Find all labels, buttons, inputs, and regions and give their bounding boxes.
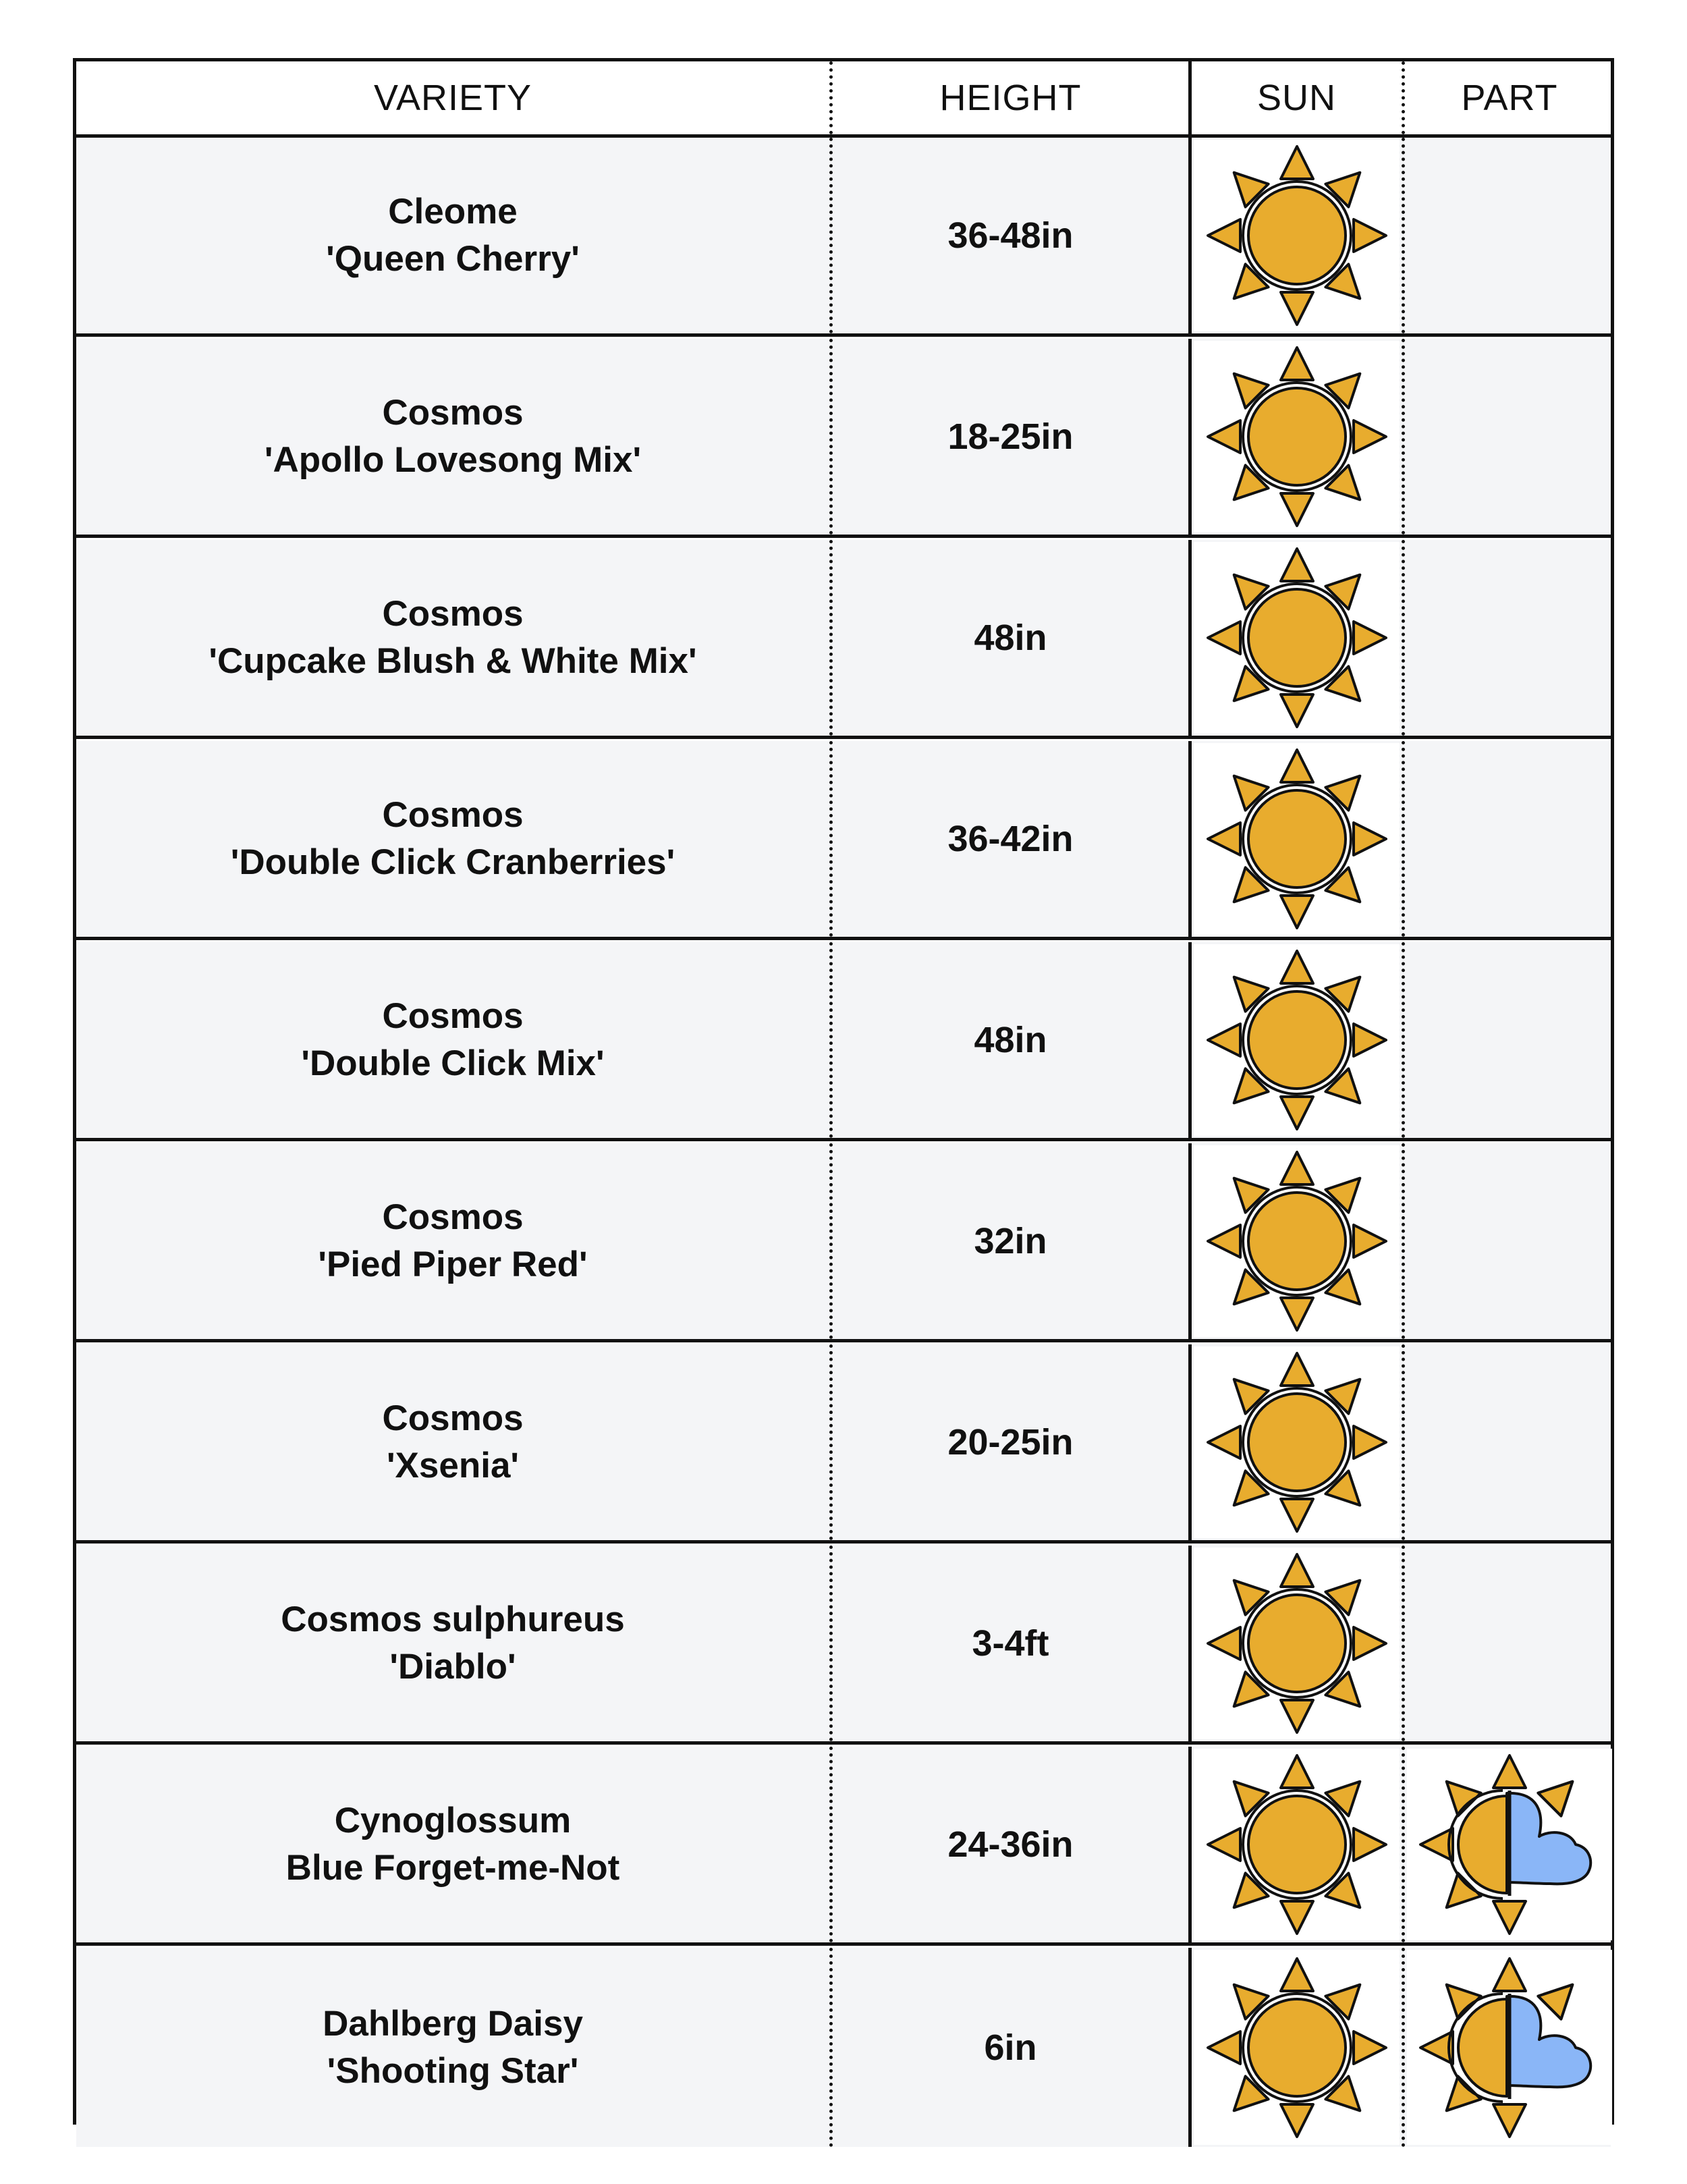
table-row bbox=[76, 1747, 1611, 1946]
header-height: HEIGHT bbox=[833, 61, 1192, 134]
variety-cultivar: Blue Forget-me-Not bbox=[285, 1848, 620, 1888]
sun-icon-box bbox=[1194, 743, 1400, 935]
variety-cell bbox=[76, 1948, 833, 2147]
variety-name bbox=[281, 1596, 624, 1691]
sun-icon-box bbox=[1194, 341, 1400, 533]
variety-cell bbox=[76, 1143, 833, 1339]
height-cell bbox=[833, 540, 1192, 736]
height-cell bbox=[833, 942, 1192, 1138]
sun-cell bbox=[1192, 1747, 1405, 1942]
sun-icon-box bbox=[1194, 1749, 1400, 1940]
variety-species: Cosmos bbox=[382, 795, 524, 835]
table-row bbox=[76, 138, 1611, 337]
part-icon-box bbox=[1407, 1548, 1612, 1739]
height-value: 24-36in bbox=[947, 1824, 1074, 1865]
sun-icon bbox=[1202, 1750, 1391, 1939]
sun-icon-box bbox=[1194, 542, 1400, 734]
height-value: 36-48in bbox=[947, 215, 1074, 256]
part-icon-box bbox=[1407, 1749, 1612, 1940]
sun-cell bbox=[1192, 1143, 1405, 1339]
part-cell bbox=[1405, 1143, 1614, 1339]
variety-cultivar: 'Diablo' bbox=[389, 1647, 516, 1687]
part-cell bbox=[1405, 1344, 1614, 1540]
variety-species: Cosmos bbox=[382, 996, 524, 1036]
sun-icon bbox=[1202, 141, 1391, 330]
variety-species: Cosmos bbox=[382, 1197, 524, 1237]
height-value: 3-4ft bbox=[972, 1623, 1049, 1664]
variety-cultivar: 'Xsenia' bbox=[386, 1446, 520, 1485]
sun-cell bbox=[1192, 1948, 1405, 2147]
height-cell bbox=[833, 339, 1192, 535]
variety-cell bbox=[76, 138, 833, 333]
variety-name bbox=[326, 188, 580, 283]
height-cell bbox=[833, 1948, 1192, 2147]
variety-species: Cosmos sulphureus bbox=[281, 1600, 625, 1639]
variety-cultivar: 'Pied Piper Red' bbox=[318, 1245, 588, 1284]
part-icon-box bbox=[1407, 341, 1612, 533]
sun-icon bbox=[1202, 543, 1391, 732]
table-row bbox=[76, 1948, 1611, 2147]
variety-cultivar: 'Double Click Mix' bbox=[301, 1043, 605, 1083]
sun-icon bbox=[1202, 1953, 1391, 2142]
variety-species: Cosmos bbox=[382, 393, 524, 433]
table-header bbox=[76, 61, 1611, 138]
table-row bbox=[76, 1546, 1611, 1745]
table-row bbox=[76, 339, 1611, 538]
part-sun-cloud-icon bbox=[1408, 1750, 1611, 1939]
sun-icon-box bbox=[1194, 1145, 1400, 1337]
header-variety: VARIETY bbox=[76, 61, 833, 134]
variety-name bbox=[286, 1797, 620, 1892]
part-cell bbox=[1405, 942, 1614, 1138]
header-sun: SUN bbox=[1192, 61, 1405, 134]
variety-cell bbox=[76, 540, 833, 736]
variety-name bbox=[382, 1395, 523, 1490]
table-row bbox=[76, 942, 1611, 1141]
variety-species: Cosmos bbox=[382, 1398, 524, 1438]
variety-species: Cosmos bbox=[382, 594, 524, 634]
variety-name bbox=[301, 993, 604, 1087]
sun-icon bbox=[1202, 744, 1391, 933]
variety-name bbox=[318, 1194, 587, 1288]
height-value: 6in bbox=[984, 2027, 1037, 2068]
sun-icon-box bbox=[1194, 944, 1400, 1136]
variety-cell bbox=[76, 1344, 833, 1540]
variety-cell bbox=[76, 1747, 833, 1942]
height-cell bbox=[833, 1344, 1192, 1540]
variety-cell bbox=[76, 741, 833, 937]
height-cell bbox=[833, 1143, 1192, 1339]
sun-cell bbox=[1192, 339, 1405, 535]
variety-name bbox=[231, 792, 675, 886]
variety-cell bbox=[76, 942, 833, 1138]
variety-species: Dahlberg Daisy bbox=[323, 2003, 583, 2044]
sun-icon bbox=[1202, 342, 1391, 531]
sun-cell bbox=[1192, 1546, 1405, 1741]
part-cell bbox=[1405, 741, 1614, 937]
sun-cell bbox=[1192, 741, 1405, 937]
part-icon-box bbox=[1407, 140, 1612, 331]
sun-icon-box bbox=[1194, 1950, 1400, 2145]
part-sun-cloud-icon bbox=[1408, 1953, 1611, 2142]
part-icon-box bbox=[1407, 542, 1612, 734]
sun-icon-box bbox=[1194, 1548, 1400, 1739]
part-cell bbox=[1405, 138, 1614, 333]
part-cell bbox=[1405, 1747, 1614, 1942]
sun-icon bbox=[1202, 1147, 1391, 1336]
height-value: 36-42in bbox=[947, 819, 1074, 859]
sun-cell bbox=[1192, 942, 1405, 1138]
table-row bbox=[76, 741, 1611, 940]
part-cell bbox=[1405, 339, 1614, 535]
height-value: 48in bbox=[974, 618, 1047, 658]
height-value: 48in bbox=[974, 1020, 1047, 1060]
variety-name bbox=[209, 591, 696, 685]
part-icon-box bbox=[1407, 1346, 1612, 1538]
variety-species: Cleome bbox=[388, 192, 518, 231]
part-icon-box bbox=[1407, 743, 1612, 935]
table-row bbox=[76, 540, 1611, 739]
variety-species: Cynoglossum bbox=[334, 1801, 572, 1840]
part-cell bbox=[1405, 1546, 1614, 1741]
sun-icon-box bbox=[1194, 1346, 1400, 1538]
part-icon-box bbox=[1407, 1950, 1612, 2145]
part-cell bbox=[1405, 1948, 1614, 2147]
height-cell bbox=[833, 1747, 1192, 1942]
height-value: 18-25in bbox=[947, 416, 1074, 457]
variety-cultivar: 'Shooting Star' bbox=[327, 2050, 579, 2091]
variety-cell bbox=[76, 1546, 833, 1741]
part-icon-box bbox=[1407, 944, 1612, 1136]
height-value: 20-25in bbox=[947, 1422, 1074, 1463]
sun-icon-box bbox=[1194, 140, 1400, 331]
height-cell bbox=[833, 1546, 1192, 1741]
table-row bbox=[76, 1344, 1611, 1544]
plant-table bbox=[73, 58, 1614, 2125]
variety-cultivar: 'Apollo Lovesong Mix' bbox=[264, 440, 642, 480]
sun-cell bbox=[1192, 1344, 1405, 1540]
sun-cell bbox=[1192, 138, 1405, 333]
variety-cultivar: 'Queen Cherry' bbox=[326, 239, 580, 279]
height-value: 32in bbox=[974, 1221, 1047, 1261]
sun-icon bbox=[1202, 946, 1391, 1135]
variety-cultivar: 'Double Click Cranberries' bbox=[230, 842, 675, 882]
height-cell bbox=[833, 138, 1192, 333]
variety-cultivar: 'Cupcake Blush & White Mix' bbox=[209, 641, 697, 681]
part-icon-box bbox=[1407, 1145, 1612, 1337]
part-cell bbox=[1405, 540, 1614, 736]
variety-name bbox=[323, 2000, 583, 2095]
sun-cell bbox=[1192, 540, 1405, 736]
sun-icon bbox=[1202, 1549, 1391, 1738]
sun-icon bbox=[1202, 1348, 1391, 1537]
table-row bbox=[76, 1143, 1611, 1342]
height-cell bbox=[833, 741, 1192, 937]
header-part: PART bbox=[1461, 78, 1558, 118]
variety-name bbox=[265, 389, 641, 484]
variety-cell bbox=[76, 339, 833, 535]
